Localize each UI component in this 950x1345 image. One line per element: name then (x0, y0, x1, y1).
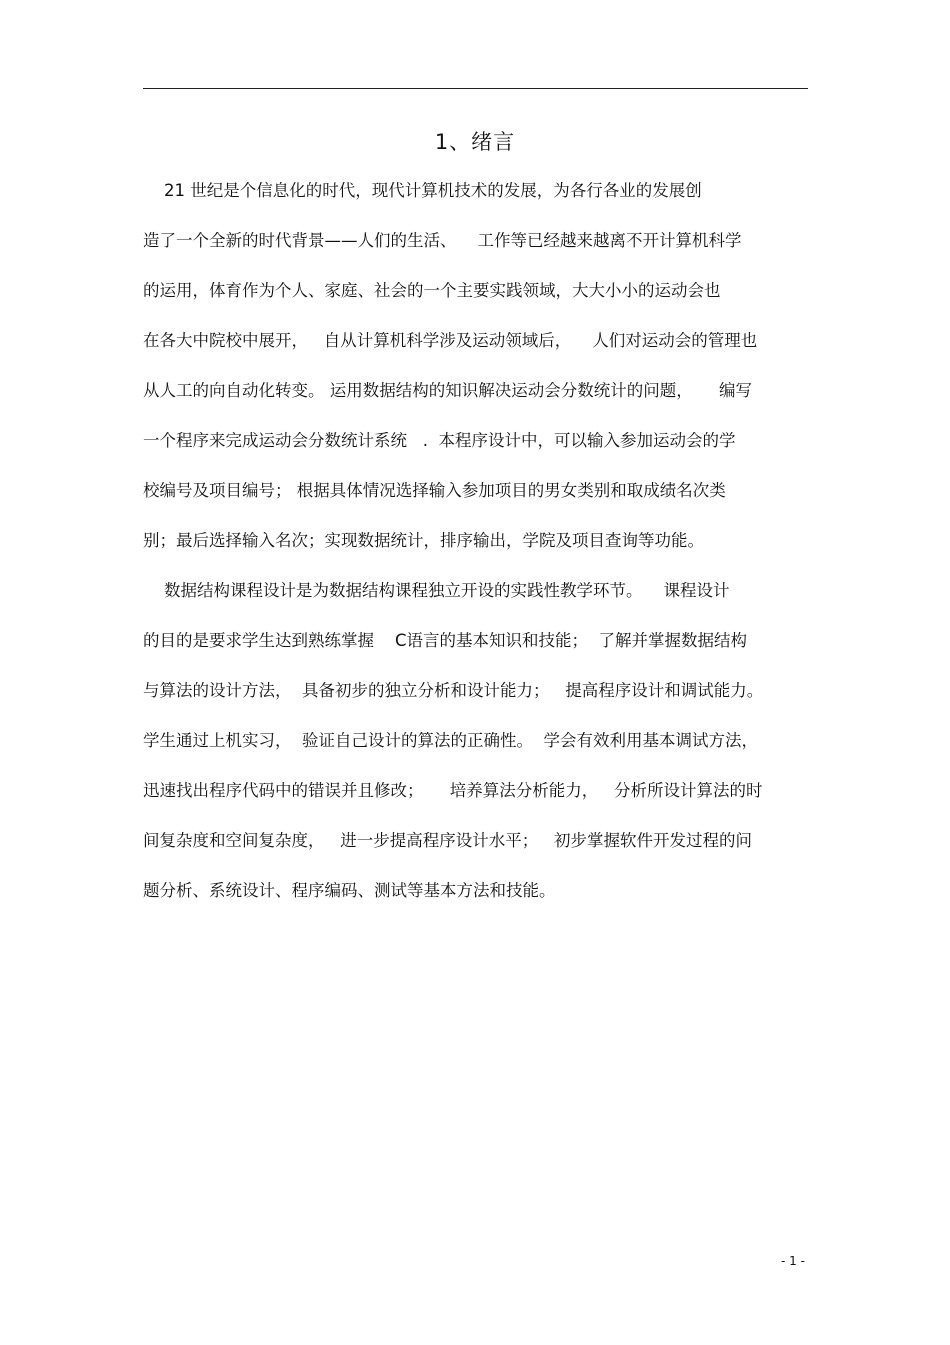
paragraph-line: 的目的是要求学生达到熟练掌握 C语言的基本知识和技能； 了解并掌握数据结构 (143, 631, 747, 650)
paragraph-line: 的运用，体育作为个人、家庭、社会的一个主要实践领域，大大小小的运动会也 (143, 281, 721, 300)
header-rule (143, 88, 808, 89)
page-number: - 1 - (781, 1254, 805, 1268)
paragraph-line: 间复杂度和空间复杂度， 进一步提高程序设计水平； 初步掌握软件开发过程的问 (143, 831, 752, 850)
section-title: 1、绪言 (434, 130, 516, 154)
paragraph-line: 从人工的向自动化转变。 运用数据结构的知识解决运动会分数统计的问题， 编写 (143, 381, 752, 400)
paragraph-line: 迅速找出程序代码中的错误并且修改； 培养算法分析能力， 分析所设计算法的时 (143, 781, 763, 800)
paragraph-line: 数据结构课程设计是为数据结构课程独立开设的实践性教学环节。 课程设计 (143, 581, 730, 600)
paragraph-line: 一个程序来完成运动会分数统计系统 . 本程序设计中，可以输入参加运动会的学 (143, 431, 736, 450)
paragraph-line: 21 世纪是个信息化的时代，现代计算机技术的发展，为各行各业的发展创 (143, 181, 702, 200)
paragraph-line: 别；最后选择输入名次；实现数据统计，排序输出，学院及项目查询等功能。 (143, 531, 704, 550)
paragraph-line: 造了一个全新的时代背景——人们的生活、 工作等已经越来越离不开计算机科学 (143, 231, 742, 250)
paragraph-line: 在各大中院校中展开， 自从计算机科学涉及运动领域后， 人们对运动会的管理也 (143, 331, 758, 350)
paragraph-line: 学生通过上机实习， 验证自己设计的算法的正确性。 学会有效利用基本调试方法， (143, 731, 758, 750)
paragraph-line: 校编号及项目编号； 根据具体情况选择输入参加项目的男女类别和取成绩名次类 (143, 481, 726, 500)
paragraph-line: 题分析、系统设计、程序编码、测试等基本方法和技能。 (143, 881, 556, 900)
paragraph-line: 与算法的设计方法， 具备初步的独立分析和设计能力； 提高程序设计和调试能力。 (143, 681, 764, 700)
